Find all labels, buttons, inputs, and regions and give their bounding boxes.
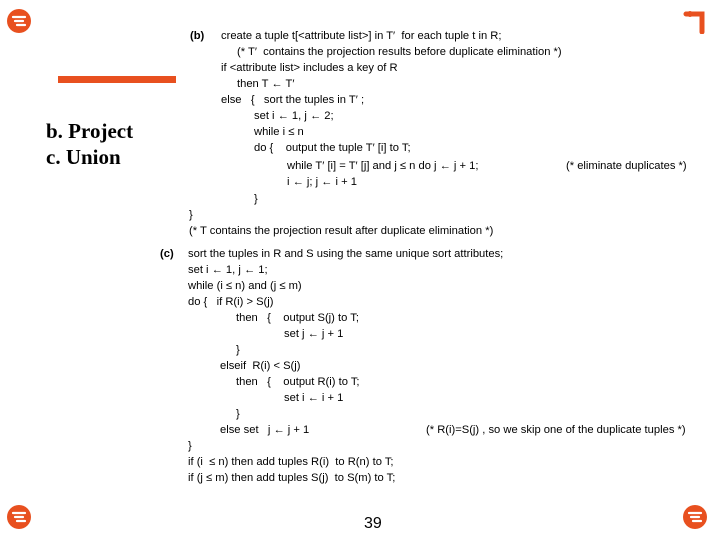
algo-c-line: } [236, 408, 240, 420]
algo-b-line: } [189, 209, 193, 221]
part-c-label: (c) [160, 248, 174, 260]
algo-c-line: } [188, 440, 192, 452]
algo-b-line: while T′ [i] = T′ [j] and j ≤ n do j ← j + 1; [287, 160, 479, 172]
title-line-union: c. Union [46, 145, 121, 169]
algo-c-line: sort the tuples in R and S using the same unique sort attributes; [188, 248, 504, 260]
algo-b-line: (* T′ contains the projection results before duplicate elimination *) [237, 46, 562, 58]
algo-b-line: (* T contains the projection result after duplicate elimination *) [189, 225, 494, 237]
algo-b-line: create a tuple t[<attribute list>] in T′ for each tuple t in R; [221, 30, 502, 42]
title-line-project: b. Project [46, 119, 134, 143]
page-number: 39 [364, 515, 382, 532]
part-b-label: (b) [190, 30, 205, 42]
algo-c-line: do { if R(i) > S(j) [188, 296, 274, 308]
algo-c-line: then { output R(i) to T; [236, 376, 360, 388]
algo-c-line: set i ← 1, j ← 1; [188, 264, 268, 276]
algo-comment-eliminate: (* eliminate duplicates *) [566, 160, 687, 172]
algo-b-line: else { sort the tuples in T′ ; [221, 94, 365, 106]
algo-c-line: } [236, 344, 240, 356]
algo-c-line: else set j ← j + 1 [220, 424, 310, 436]
algo-c-line: if (i ≤ n) then add tuples R(i) to R(n) to T; [188, 456, 394, 468]
algo-c-line: if (j ≤ m) then add tuples S(j) to S(m) to T; [188, 472, 396, 484]
algo-b-line: while i ≤ n [254, 126, 304, 138]
algo-c-line: then { output S(j) to T; [236, 312, 359, 324]
algo-comment-skip: (* R(i)=S(j) , so we skip one of the duplicate tuples *) [426, 424, 686, 436]
algo-c-line: set j ← j + 1 [284, 328, 344, 340]
algo-b-line: set i ← 1, j ← 2; [254, 110, 334, 122]
algo-b-line: then T ← T′ [237, 78, 295, 90]
algo-b-line: do { output the tuple T′ [i] to T; [254, 142, 411, 154]
algo-c-line: set i ← i + 1 [284, 392, 344, 404]
algo-b-line: if <attribute list> includes a key of R [221, 62, 398, 74]
algo-b-line: } [254, 193, 258, 205]
algo-c-line: while (i ≤ n) and (j ≤ m) [188, 280, 302, 292]
algo-c-line: elseif R(i) < S(j) [220, 360, 301, 372]
algo-b-line: i ← j; j ← i + 1 [287, 176, 357, 188]
